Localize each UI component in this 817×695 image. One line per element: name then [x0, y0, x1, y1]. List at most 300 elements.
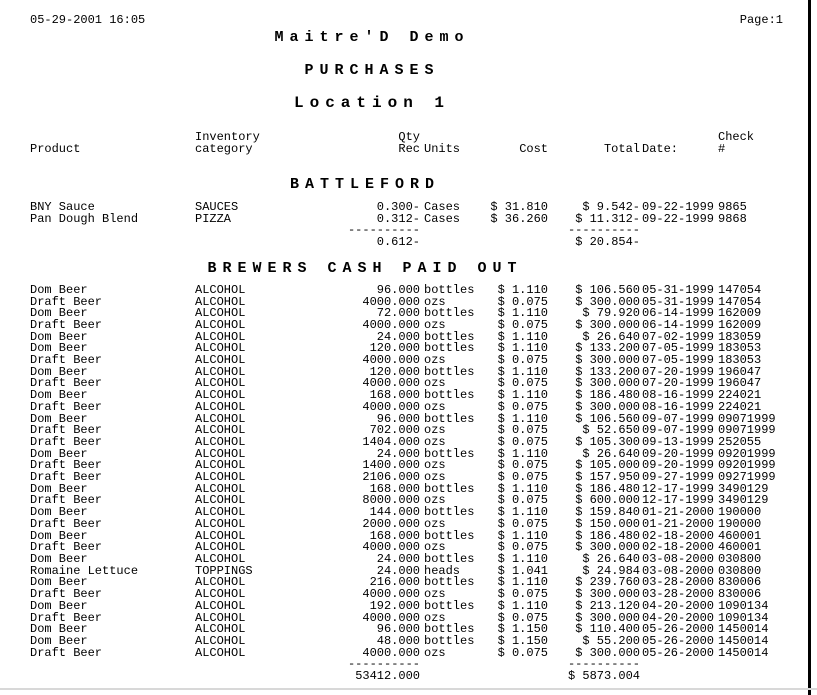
cell-date: 02-18-2000 [642, 528, 715, 543]
cell-total: $ 186.480 [575, 481, 640, 496]
cell-total: $ 79.920 [582, 306, 640, 321]
cell-qty-rec: 192.000 [369, 598, 420, 613]
cell-date: 09-22-1999 [642, 211, 715, 226]
cell-category: ALCOHOL [195, 622, 246, 637]
subtotal-qty: 0.612- [376, 235, 420, 250]
cell-check-number: 196047 [718, 364, 762, 379]
cell-product: Pan Dough Blend [30, 211, 139, 226]
cell-units: ozs [424, 434, 446, 449]
col-header-units: Units [424, 142, 461, 156]
cell-qty-rec: 8000.000 [362, 493, 420, 508]
cell-qty-rec: 4000.000 [362, 294, 420, 309]
cell-units: bottles [424, 551, 475, 566]
cell-category: ALCOHOL [195, 341, 246, 356]
cell-product: Dom Beer [30, 341, 88, 356]
cell-product: Draft Beer [30, 610, 103, 625]
cell-date: 01-21-2000 [642, 516, 715, 531]
cell-qty-rec: 4000.000 [362, 610, 420, 625]
cell-check-number: 1450014 [718, 633, 769, 648]
cell-cost: $ 1.110 [497, 528, 548, 543]
cell-date: 02-18-2000 [642, 540, 715, 555]
cell-total: $ 300.000 [575, 353, 640, 368]
cell-units: bottles [424, 306, 475, 321]
cell-qty-rec: 120.000 [369, 364, 420, 379]
report-header-line [30, 13, 817, 28]
cell-product: Dom Beer [30, 622, 88, 637]
cell-total: $ 26.640 [582, 446, 640, 461]
section-title-row [30, 155, 788, 202]
cell-cost: $ 1.110 [497, 329, 548, 344]
cell-total: $ 157.950 [575, 470, 640, 485]
subtotal-qty: 53412.000 [355, 669, 420, 684]
cell-total: $ 106.560 [575, 411, 640, 426]
cell-date: 07-05-1999 [642, 341, 715, 356]
header-row-2 [30, 143, 788, 155]
cell-date: 09-20-1999 [642, 458, 715, 473]
report-section [30, 155, 788, 249]
cell-check-number: 252055 [718, 434, 762, 449]
cell-product: Draft Beer [30, 376, 103, 391]
cell-date: 12-17-1999 [642, 481, 715, 496]
cell-cost: $ 36.260 [490, 211, 548, 226]
cell-total: $ 300.000 [575, 399, 640, 414]
cell-units: ozs [424, 458, 446, 473]
col-header-qty-line2: Rec [398, 142, 420, 156]
cell-date: 08-16-1999 [642, 388, 715, 403]
cell-check-number: 3490129 [718, 493, 769, 508]
cell-date: 09-20-1999 [642, 446, 715, 461]
cell-category: ALCOHOL [195, 434, 246, 449]
col-header-date: Date: [642, 142, 679, 156]
cell-qty-rec: 1404.000 [362, 434, 420, 449]
cell-total: $ 133.200 [575, 364, 640, 379]
cell-check-number: 09071999 [718, 411, 776, 426]
cell-qty-rec: 96.000 [376, 282, 420, 297]
col-header-total: Total [603, 142, 640, 156]
col-header-category-line1: Inventory [195, 130, 260, 144]
cell-category: ALCOHOL [195, 446, 246, 461]
cell-qty-rec: 72.000 [376, 306, 420, 321]
cell-total: $ 105.300 [575, 434, 640, 449]
cell-total: $ 300.000 [575, 294, 640, 309]
cell-date: 01-21-2000 [642, 505, 715, 520]
cell-cost: $ 1.110 [497, 551, 548, 566]
cell-units: bottles [424, 446, 475, 461]
cell-product: Draft Beer [30, 516, 103, 531]
cell-date: 07-20-1999 [642, 376, 715, 391]
cell-total: $ 239.760 [575, 575, 640, 590]
cell-category: SAUCES [195, 200, 239, 214]
cell-product: Dom Beer [30, 329, 88, 344]
cell-total: $ 300.000 [575, 317, 640, 332]
cell-units: bottles [424, 341, 475, 356]
subtotal-row [30, 237, 788, 249]
cell-qty-rec: 2106.000 [362, 470, 420, 485]
cell-units: bottles [424, 528, 475, 543]
cell-units: ozs [424, 516, 446, 531]
cell-cost: $ 1.110 [497, 481, 548, 496]
cell-qty-rec: 24.000 [376, 446, 420, 461]
col-header-check-line2: # [718, 142, 726, 156]
cell-date: 09-13-1999 [642, 434, 715, 449]
cell-check-number: 147054 [718, 282, 762, 297]
cell-product: Dom Beer [30, 282, 88, 297]
cell-qty-rec: 96.000 [376, 622, 420, 637]
cell-check-number: 183053 [718, 353, 762, 368]
cell-cost: $ 0.075 [497, 470, 548, 485]
cell-product: Dom Beer [30, 575, 88, 590]
cell-check-number: 9865 [718, 200, 747, 214]
cell-cost: $ 0.075 [497, 645, 548, 660]
cell-qty-rec: 144.000 [369, 505, 420, 520]
cell-units: ozs [424, 423, 446, 438]
cell-date: 03-08-2000 [642, 563, 715, 578]
cell-units: bottles [424, 329, 475, 344]
cell-qty-rec: 4000.000 [362, 376, 420, 391]
cell-cost: $ 0.075 [497, 423, 548, 438]
cell-total: $ 133.200 [575, 341, 640, 356]
cell-total: $ 55.200 [582, 633, 640, 648]
cell-cost: $ 0.075 [497, 434, 548, 449]
cell-qty-rec: 1400.000 [362, 458, 420, 473]
cell-category: ALCOHOL [195, 633, 246, 648]
cell-category: ALCOHOL [195, 470, 246, 485]
cell-cost: $ 0.075 [497, 376, 548, 391]
cell-total: $ 150.000 [575, 516, 640, 531]
cell-total: $ 159.840 [575, 505, 640, 520]
cell-check-number: 830006 [718, 575, 762, 590]
cell-cost: $ 1.110 [497, 306, 548, 321]
cell-qty-rec: 24.000 [376, 563, 420, 578]
cell-category: ALCOHOL [195, 551, 246, 566]
cell-qty-rec: 96.000 [376, 411, 420, 426]
cell-category: ALCOHOL [195, 282, 246, 297]
cell-product: Draft Beer [30, 317, 103, 332]
cell-check-number: 09201999 [718, 446, 776, 461]
cell-total: $ 9.542- [582, 200, 640, 214]
cell-category: ALCOHOL [195, 423, 246, 438]
cell-cost: $ 0.075 [497, 399, 548, 414]
cell-units: bottles [424, 598, 475, 613]
cell-units: bottles [424, 575, 475, 590]
col-header-category-line2: category [195, 142, 253, 156]
cell-check-number: 147054 [718, 294, 762, 309]
cell-check-number: 030800 [718, 563, 762, 578]
cell-product: Draft Beer [30, 587, 103, 602]
cell-qty-rec: 24.000 [376, 329, 420, 344]
cell-units: bottles [424, 622, 475, 637]
cell-units: bottles [424, 505, 475, 520]
section-title: BREWERS CASH PAID OUT [207, 259, 523, 277]
report-type-title: PURCHASES [304, 62, 440, 79]
cell-qty-rec: 702.000 [369, 423, 420, 438]
section-title: BATTLEFORD [289, 176, 440, 193]
cell-category: ALCOHOL [195, 306, 246, 321]
table-header [30, 131, 788, 155]
cell-date: 03-28-2000 [642, 575, 715, 590]
cell-cost: $ 0.075 [497, 317, 548, 332]
cell-category: PIZZA [195, 211, 232, 226]
cell-units: ozs [424, 317, 446, 332]
cell-cost: $ 1.110 [497, 364, 548, 379]
report-timestamp: 05-29-2001 16:05 [30, 13, 146, 27]
cell-product: Draft Beer [30, 353, 103, 368]
cell-check-number: 183053 [718, 341, 762, 356]
cell-total: $ 186.480 [575, 388, 640, 403]
cell-category: ALCOHOL [195, 587, 246, 602]
cell-product: Dom Beer [30, 633, 88, 648]
cell-date: 09-07-1999 [642, 411, 715, 426]
cell-date: 07-05-1999 [642, 353, 715, 368]
cell-check-number: 09271999 [718, 470, 776, 485]
cell-total: $ 300.000 [575, 645, 640, 660]
cell-date: 04-20-2000 [642, 610, 715, 625]
cell-category: ALCOHOL [195, 458, 246, 473]
cell-category: ALCOHOL [195, 540, 246, 555]
cell-cost: $ 1.110 [497, 575, 548, 590]
cell-product: Draft Beer [30, 399, 103, 414]
cell-date: 08-16-1999 [642, 399, 715, 414]
purchases-table [30, 131, 788, 683]
cell-category: ALCOHOL [195, 493, 246, 508]
cell-units: Cases [424, 211, 461, 226]
cell-total: $ 300.000 [575, 587, 640, 602]
cell-product: Draft Beer [30, 493, 103, 508]
cell-product: Dom Beer [30, 364, 88, 379]
cell-cost: $ 1.110 [497, 388, 548, 403]
cell-product: BNY Sauce [30, 200, 95, 214]
cell-qty-rec: 4000.000 [362, 645, 420, 660]
cell-qty-rec: 120.000 [369, 341, 420, 356]
cell-units: ozs [424, 645, 446, 660]
cell-total: $ 186.480 [575, 528, 640, 543]
cell-qty-rec: 0.300- [376, 200, 420, 214]
cell-product: Draft Beer [30, 458, 103, 473]
cell-category: ALCOHOL [195, 317, 246, 332]
cell-qty-rec: 4000.000 [362, 587, 420, 602]
cell-product: Dom Beer [30, 481, 88, 496]
cell-product: Draft Beer [30, 470, 103, 485]
cell-product: Draft Beer [30, 434, 103, 449]
cell-date: 05-31-1999 [642, 294, 715, 309]
cell-cost: $ 0.075 [497, 610, 548, 625]
cell-check-number: 196047 [718, 376, 762, 391]
cell-date: 09-07-1999 [642, 423, 715, 438]
cell-units: bottles [424, 633, 475, 648]
cell-date: 05-26-2000 [642, 633, 715, 648]
cell-total: $ 600.000 [575, 493, 640, 508]
cell-check-number: 09071999 [718, 423, 776, 438]
cell-units: ozs [424, 353, 446, 368]
cell-cost: $ 1.110 [497, 282, 548, 297]
cell-date: 04-20-2000 [642, 598, 715, 613]
cell-date: 03-08-2000 [642, 551, 715, 566]
cell-qty-rec: 168.000 [369, 388, 420, 403]
cell-check-number: 460001 [718, 528, 762, 543]
cell-units: ozs [424, 610, 446, 625]
report-location: Location 1 [293, 94, 450, 112]
cell-check-number: 09201999 [718, 458, 776, 473]
cell-category: ALCOHOL [195, 516, 246, 531]
cell-check-number: 030800 [718, 551, 762, 566]
cell-units: bottles [424, 388, 475, 403]
cell-check-number: 830006 [718, 587, 762, 602]
col-header-product: Product [30, 142, 81, 156]
cell-cost: $ 1.041 [497, 563, 548, 578]
cell-units: bottles [424, 411, 475, 426]
cell-total: $ 300.000 [575, 540, 640, 555]
cell-total: $ 11.312- [575, 211, 640, 226]
cell-check-number: 190000 [718, 516, 762, 531]
cell-cost: $ 0.075 [497, 587, 548, 602]
cell-cost: $ 1.110 [497, 411, 548, 426]
cell-date: 03-28-2000 [642, 587, 715, 602]
cell-qty-rec: 4000.000 [362, 353, 420, 368]
cell-check-number: 9868 [718, 211, 747, 226]
cell-product: Draft Beer [30, 423, 103, 438]
cell-product: Dom Beer [30, 306, 88, 321]
cell-product: Dom Beer [30, 388, 88, 403]
cell-units: ozs [424, 399, 446, 414]
cell-cost: $ 0.075 [497, 294, 548, 309]
cell-total: $ 24.984 [582, 563, 640, 578]
cell-check-number: 3490129 [718, 481, 769, 496]
cell-category: ALCOHOL [195, 528, 246, 543]
cell-units: heads [424, 563, 461, 578]
cell-check-number: 1090134 [718, 610, 769, 625]
cell-category: ALCOHOL [195, 329, 246, 344]
cell-cost: $ 0.075 [497, 493, 548, 508]
cell-cost: $ 1.110 [497, 598, 548, 613]
cell-qty-rec: 2000.000 [362, 516, 420, 531]
cell-qty-rec: 24.000 [376, 551, 420, 566]
cell-date: 05-26-2000 [642, 645, 715, 660]
cell-cost: $ 1.150 [497, 622, 548, 637]
cell-date: 06-14-1999 [642, 306, 715, 321]
cell-cost: $ 1.150 [497, 633, 548, 648]
page-right-edge [808, 0, 811, 695]
cell-product: Dom Beer [30, 505, 88, 520]
cell-qty-rec: 48.000 [376, 633, 420, 648]
cell-product: Draft Beer [30, 540, 103, 555]
cell-check-number: 460001 [718, 540, 762, 555]
cell-cost: $ 0.075 [497, 516, 548, 531]
col-header-cost: Cost [519, 142, 548, 156]
subtotal-total: $ 5873.004 [567, 669, 640, 684]
cell-total: $ 106.560 [575, 282, 640, 297]
qty-divider: ---------- [347, 223, 420, 238]
cell-category: ALCOHOL [195, 376, 246, 391]
cell-category: ALCOHOL [195, 353, 246, 368]
cell-units: ozs [424, 376, 446, 391]
cell-cost: $ 1.110 [497, 341, 548, 356]
report-title: Maitre'D Demo [274, 29, 470, 46]
cell-qty-rec: 216.000 [369, 575, 420, 590]
cell-cost: $ 1.110 [497, 446, 548, 461]
cell-qty-rec: 4000.000 [362, 399, 420, 414]
cell-total: $ 213.120 [575, 598, 640, 613]
cell-units: bottles [424, 282, 475, 297]
cell-product: Dom Beer [30, 411, 88, 426]
report-section [30, 249, 788, 683]
cell-qty-rec: 4000.000 [362, 540, 420, 555]
cell-product: Dom Beer [30, 551, 88, 566]
cell-check-number: 183059 [718, 329, 762, 344]
cell-date: 05-31-1999 [642, 282, 715, 297]
subtotal-row [30, 671, 788, 683]
cell-cost: $ 1.110 [497, 505, 548, 520]
cell-product: Draft Beer [30, 294, 103, 309]
cell-product: Romaine Lettuce [30, 563, 139, 578]
cell-units: Cases [424, 200, 461, 214]
cell-qty-rec: 4000.000 [362, 317, 420, 332]
cell-cost: $ 0.075 [497, 540, 548, 555]
cell-category: ALCOHOL [195, 598, 246, 613]
cell-date: 09-27-1999 [642, 470, 715, 485]
cell-product: Dom Beer [30, 528, 88, 543]
cell-category: ALCOHOL [195, 575, 246, 590]
cell-product: Dom Beer [30, 598, 88, 613]
cell-category: ALCOHOL [195, 645, 246, 660]
cell-cost: $ 0.075 [497, 458, 548, 473]
page-bottom-edge [0, 688, 817, 690]
cell-date: 07-20-1999 [642, 364, 715, 379]
cell-units: ozs [424, 493, 446, 508]
cell-check-number: 1450014 [718, 645, 769, 660]
cell-check-number: 1450014 [718, 622, 769, 637]
cell-check-number: 162009 [718, 317, 762, 332]
cell-total: $ 300.000 [575, 376, 640, 391]
section-title-row [30, 249, 788, 285]
cell-check-number: 224021 [718, 399, 762, 414]
cell-category: ALCOHOL [195, 481, 246, 496]
cell-units: ozs [424, 470, 446, 485]
cell-qty-rec: 0.312- [376, 211, 420, 226]
cell-qty-rec: 168.000 [369, 481, 420, 496]
cell-total: $ 110.400 [575, 622, 640, 637]
cell-units: ozs [424, 294, 446, 309]
cell-check-number: 162009 [718, 306, 762, 321]
subtotal-total: $ 20.854- [575, 235, 640, 250]
total-divider: ---------- [567, 657, 640, 672]
cell-total: $ 26.640 [582, 551, 640, 566]
page-number: Page:1 [739, 13, 783, 27]
cell-category: ALCOHOL [195, 505, 246, 520]
qty-divider: ---------- [347, 657, 420, 672]
cell-units: bottles [424, 481, 475, 496]
cell-category: ALCOHOL [195, 411, 246, 426]
cell-category: ALCOHOL [195, 610, 246, 625]
cell-date: 06-14-1999 [642, 317, 715, 332]
cell-product: Draft Beer [30, 645, 103, 660]
cell-total: $ 105.000 [575, 458, 640, 473]
col-header-qty-line1: Qty [398, 130, 420, 144]
col-header-check-line1: Check [718, 130, 755, 144]
cell-date: 05-26-2000 [642, 622, 715, 637]
cell-units: bottles [424, 364, 475, 379]
cell-category: ALCOHOL [195, 388, 246, 403]
total-divider: ---------- [567, 223, 640, 238]
cell-check-number: 224021 [718, 388, 762, 403]
cell-cost: $ 31.810 [490, 200, 548, 214]
cell-cost: $ 0.075 [497, 353, 548, 368]
cell-date: 09-22-1999 [642, 200, 715, 214]
cell-date: 12-17-1999 [642, 493, 715, 508]
cell-total: $ 300.000 [575, 610, 640, 625]
cell-date: 07-02-1999 [642, 329, 715, 344]
cell-units: ozs [424, 540, 446, 555]
cell-check-number: 190000 [718, 505, 762, 520]
